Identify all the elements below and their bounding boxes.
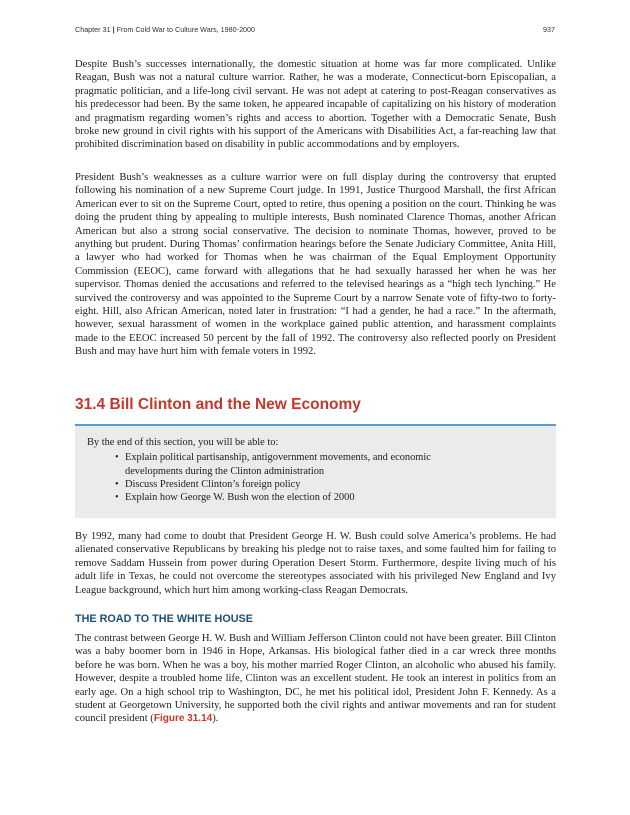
- subsection-title: THE ROAD TO THE WHITE HOUSE: [75, 613, 253, 625]
- objective-text: Explain how George W. Bush won the election of 2000: [125, 492, 355, 504]
- objective-text: Discuss President Clinton’s foreign policy: [125, 478, 301, 490]
- learning-objectives-box: [75, 424, 556, 518]
- paragraph-bush-domestic: Despite Bush’s successes internationally, the domestic situation at home was far more complicated. Unlike Reagan, Bush was not a natural culture warrior. Rather, he was a moderate, Connecticut-born Episcopalian, a pragmatic politician, and a life-long civil servant. He was not adept at catering to post-Reagan conservatives as his predecessor had been. By the same token, he appeared incapable of capitalizing on his history of moderation and pragmatism regarding women’s rights and access to abortion. Together with a Democratic Senate, Bush broke new ground in civil rights with his support of the Americans with Disabilities Act, a far-reaching law that prohibited discrimination based on disability in public accommodations and by employers.: [75, 59, 556, 151]
- section-title: 31.4 Bill Clinton and the New Economy: [75, 396, 361, 413]
- objective-item: [115, 451, 485, 478]
- chapter-title: From Cold War to Culture Wars, 1980-2000: [116, 25, 256, 34]
- running-head: [75, 25, 555, 34]
- objectives-list: [87, 451, 544, 504]
- objectives-intro: By the end of this section, you will be able to:: [87, 437, 279, 448]
- objective-item: [115, 491, 485, 504]
- figure-link[interactable]: Figure 31.14: [153, 713, 213, 725]
- paragraph-1992-doubts: By 1992, many had come to doubt that President George H. W. Bush could solve America’s problems. He had alienated conservative Republicans by breaking his pledge not to raise taxes, and some faulted him for failing to remove Saddam Hussein from power during Operation Desert Storm. Furthermore, despite living much of his adult life in Texas, he could not overcome the stereotypes associated with his privileged New England and Ivy League background, which hurt him among working-class Reagan Democrats.: [75, 531, 556, 596]
- paragraph-text: The contrast between George H. W. Bush and William Jefferson Clinton could not have been greater. Bill Clinton was a baby boomer born in 1946 in Hope, Arkansas. His biological father died in a car wreck three months before he was born. When he was a boy, his mother married Roger Clinton, an alcoholic who abused his family. However, despite a troubled home life, Clinton was an excellent student. He took an interest in politics from an early age. On a high school trip to Washington, DC, he met his political idol, President John F. Kennedy. As a student at Georgetown University, he supported both the civil rights and antiwar movements and ran for student council president (: [75, 633, 556, 725]
- paragraph-end: ).: [212, 713, 219, 725]
- chapter-number: Chapter 31: [75, 25, 111, 34]
- objective-item: [115, 478, 485, 491]
- header-separator: |: [112, 25, 115, 34]
- paragraph-clinton-background: [75, 632, 556, 726]
- bullet-icon: •: [115, 478, 119, 490]
- page-number: 937: [543, 25, 555, 34]
- bullet-icon: •: [115, 452, 119, 464]
- objective-text: Explain political partisanship, antigovernment movements, and economic developments during the Clinton administration: [125, 452, 431, 477]
- paragraph-thomas-nomination: President Bush’s weaknesses as a culture warrior were on full display during the controversy that erupted following his nomination of a new Supreme Court judge. In 1991, Justice Thurgood Marshall, the first African American ever to sit on the Supreme Court, opted to retire, thus opening a position on the court. Thinking he was doing the prudent thing by appealing to multiple interests, Bush nominated Clarence Thomas, another African American but also a strong social conservative. The decision to nominate Thomas, however, proved to be anything but prudent. During Thomas’ confirmation hearings before the Senate Judiciary Committee, Anita Hill, a lawyer who had worked for Thomas when he was chairman of the Equal Employment Opportunity Commission (EEOC), came forward with allegations that he had sexually harassed her when he was her supervisor. Thomas denied the accusations and referred to the televised hearings as a “high tech lynching.” He survived the controversy and was appointed to the Supreme Court by a narrow Senate vote of fifty-two to forty-eight. Hill, also African American, noted later in frustration: “I had a gender, he had a race.” In the aftermath, however, sexual harassment of women in the workplace gained public attention, and harassment complaints made to the EEOC increased 50 percent by the fall of 1992. The controversy also reflected poorly on President Bush and may have hurt him with female voters in 1992.: [75, 172, 556, 358]
- chapter-label: [75, 25, 255, 34]
- bullet-icon: •: [115, 492, 119, 504]
